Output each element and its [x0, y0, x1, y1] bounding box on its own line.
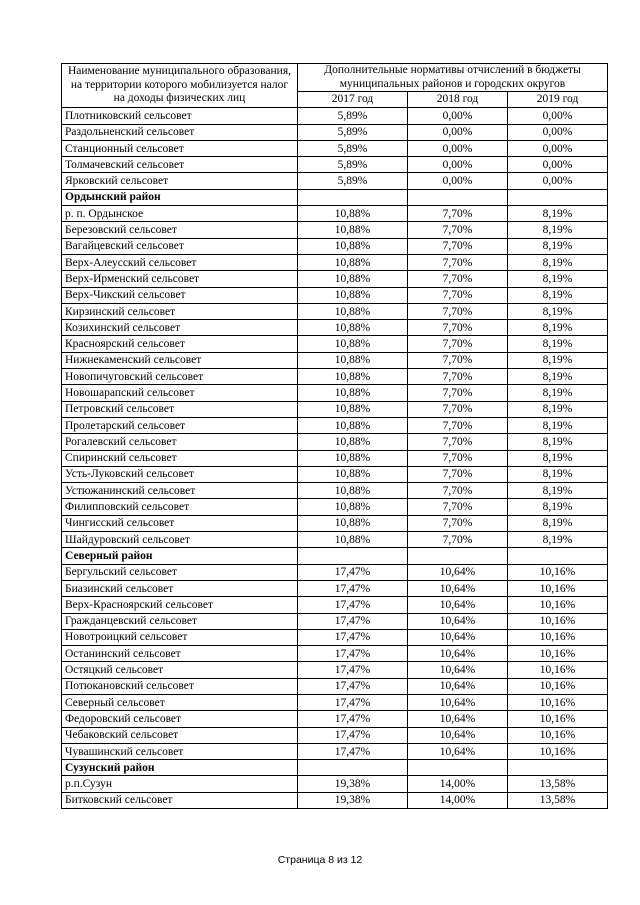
- cell-name: Спиринский сельсовет: [62, 450, 298, 466]
- district-header-row: [62, 548, 608, 564]
- cell-name: Чингисский сельсовет: [62, 515, 298, 531]
- cell-2018: 0,00%: [408, 140, 508, 156]
- cell-2018: 7,70%: [408, 434, 508, 450]
- cell-2017: [298, 189, 408, 205]
- cell-2019: 8,19%: [508, 287, 608, 303]
- cell-name: Петровский сельсовет: [62, 401, 298, 417]
- cell-name: р. п. Ордынское: [62, 206, 298, 222]
- cell-2017: 17,47%: [298, 646, 408, 662]
- cell-2017: 10,88%: [298, 515, 408, 531]
- cell-2017: [298, 760, 408, 776]
- cell-2018: 10,64%: [408, 678, 508, 694]
- cell-name: Филипповский сельсовет: [62, 499, 298, 515]
- table-row: [62, 222, 608, 238]
- cell-2019: 8,19%: [508, 466, 608, 482]
- cell-2019: 0,00%: [508, 108, 608, 124]
- cell-2019: 10,16%: [508, 613, 608, 629]
- table-row: [62, 580, 608, 596]
- cell-2017: 10,88%: [298, 532, 408, 548]
- cell-2019: 8,19%: [508, 303, 608, 319]
- cell-2019: 8,19%: [508, 206, 608, 222]
- table-row: [62, 124, 608, 140]
- cell-name: Новотроицкий сельсовет: [62, 629, 298, 645]
- header-year-2019: 2019 год: [508, 92, 608, 108]
- cell-2018: 7,70%: [408, 303, 508, 319]
- cell-name: Козихинский сельсовет: [62, 320, 298, 336]
- cell-name: Гражданцевский сельсовет: [62, 613, 298, 629]
- cell-2017: 10,88%: [298, 466, 408, 482]
- table-row: [62, 662, 608, 678]
- cell-2017: 17,47%: [298, 613, 408, 629]
- table-row: [62, 499, 608, 515]
- cell-name: Остяцкий сельсовет: [62, 662, 298, 678]
- cell-2017: 17,47%: [298, 597, 408, 613]
- cell-2018: 7,70%: [408, 238, 508, 254]
- cell-name: Верх-Алеусский сельсовет: [62, 254, 298, 270]
- cell-2017: 17,47%: [298, 727, 408, 743]
- header-name-column: Наименование муниципального образования, на территории которого мобилизуется налог на доходы физических лиц: [62, 64, 298, 108]
- district-header-row: [62, 760, 608, 776]
- table-row: [62, 483, 608, 499]
- cell-2019: 13,58%: [508, 792, 608, 808]
- cell-2018: 7,70%: [408, 515, 508, 531]
- cell-2017: 17,47%: [298, 662, 408, 678]
- cell-2018: 10,64%: [408, 646, 508, 662]
- cell-2019: 8,19%: [508, 434, 608, 450]
- cell-2017: 10,88%: [298, 206, 408, 222]
- table-row: [62, 711, 608, 727]
- cell-name: Останинский сельсовет: [62, 646, 298, 662]
- cell-name: Ярковский сельсовет: [62, 173, 298, 189]
- cell-name: Северный сельсовет: [62, 694, 298, 710]
- table-row: [62, 320, 608, 336]
- cell-2018: 10,64%: [408, 629, 508, 645]
- cell-2017: 10,88%: [298, 320, 408, 336]
- cell-name: Сузунский район: [62, 760, 298, 776]
- table-row: [62, 727, 608, 743]
- table-row: [62, 254, 608, 270]
- table-row: [62, 303, 608, 319]
- cell-2017: 10,88%: [298, 417, 408, 433]
- cell-name: Устюжанинский сельсовет: [62, 483, 298, 499]
- header-year-2018: 2018 год: [408, 92, 508, 108]
- cell-2019: 10,16%: [508, 678, 608, 694]
- cell-2018: 7,70%: [408, 320, 508, 336]
- cell-2017: 5,89%: [298, 140, 408, 156]
- cell-2018: 7,70%: [408, 401, 508, 417]
- cell-2017: 5,89%: [298, 108, 408, 124]
- table-row: [62, 108, 608, 124]
- cell-2017: 10,88%: [298, 450, 408, 466]
- cell-2018: 0,00%: [408, 124, 508, 140]
- table-row: [62, 466, 608, 482]
- cell-name: Березовский сельсовет: [62, 222, 298, 238]
- cell-name: Рогалевский сельсовет: [62, 434, 298, 450]
- cell-2019: 8,19%: [508, 401, 608, 417]
- cell-2018: 10,64%: [408, 613, 508, 629]
- cell-2017: 17,47%: [298, 711, 408, 727]
- cell-name: Северный район: [62, 548, 298, 564]
- cell-2018: 7,70%: [408, 352, 508, 368]
- cell-2017: 19,38%: [298, 792, 408, 808]
- table-row: [62, 401, 608, 417]
- district-header-row: [62, 189, 608, 205]
- cell-2019: 10,16%: [508, 694, 608, 710]
- cell-2018: 14,00%: [408, 792, 508, 808]
- cell-2019: [508, 548, 608, 564]
- cell-2017: 5,89%: [298, 157, 408, 173]
- cell-2018: 10,64%: [408, 564, 508, 580]
- cell-2019: 0,00%: [508, 140, 608, 156]
- cell-2019: 8,19%: [508, 369, 608, 385]
- cell-name: Битковский сельсовет: [62, 792, 298, 808]
- cell-2019: 0,00%: [508, 157, 608, 173]
- table-row: [62, 417, 608, 433]
- cell-name: Новопичуговский сельсовет: [62, 369, 298, 385]
- table-row: [62, 776, 608, 792]
- cell-name: Биазинский сельсовет: [62, 580, 298, 596]
- cell-2018: 10,64%: [408, 662, 508, 678]
- table-row: [62, 352, 608, 368]
- cell-2018: 0,00%: [408, 157, 508, 173]
- cell-2019: 8,19%: [508, 271, 608, 287]
- cell-2019: 8,19%: [508, 499, 608, 515]
- cell-2019: 8,19%: [508, 532, 608, 548]
- cell-name: Чувашинский сельсовет: [62, 743, 298, 759]
- cell-name: Верх-Ирменский сельсовет: [62, 271, 298, 287]
- cell-2017: 10,88%: [298, 499, 408, 515]
- cell-2018: 7,70%: [408, 417, 508, 433]
- cell-2018: 7,70%: [408, 466, 508, 482]
- cell-2019: 10,16%: [508, 597, 608, 613]
- cell-2017: 17,47%: [298, 580, 408, 596]
- cell-2017: 5,89%: [298, 173, 408, 189]
- cell-2018: 7,70%: [408, 254, 508, 270]
- cell-2017: 10,88%: [298, 385, 408, 401]
- cell-2019: [508, 189, 608, 205]
- cell-2017: 10,88%: [298, 287, 408, 303]
- table-row: [62, 678, 608, 694]
- cell-2017: 10,88%: [298, 483, 408, 499]
- cell-2017: 10,88%: [298, 254, 408, 270]
- cell-2018: 0,00%: [408, 108, 508, 124]
- cell-2019: 10,16%: [508, 564, 608, 580]
- page-number: Страница 8 из 12: [277, 854, 363, 866]
- cell-2017: 10,88%: [298, 222, 408, 238]
- cell-2019: 0,00%: [508, 124, 608, 140]
- cell-2019: 8,19%: [508, 417, 608, 433]
- cell-2018: 7,70%: [408, 206, 508, 222]
- table-row: [62, 613, 608, 629]
- cell-2017: 17,47%: [298, 678, 408, 694]
- cell-2019: 13,58%: [508, 776, 608, 792]
- cell-2018: [408, 760, 508, 776]
- table-row: [62, 369, 608, 385]
- cell-name: Кирзинский сельсовет: [62, 303, 298, 319]
- table-row: [62, 173, 608, 189]
- cell-2017: 17,47%: [298, 564, 408, 580]
- cell-2019: 8,19%: [508, 515, 608, 531]
- table-row: [62, 157, 608, 173]
- table-row: [62, 434, 608, 450]
- cell-name: Пролетарский сельсовет: [62, 417, 298, 433]
- cell-2019: 8,19%: [508, 238, 608, 254]
- cell-2019: 8,19%: [508, 385, 608, 401]
- cell-2018: 7,70%: [408, 499, 508, 515]
- cell-2018: 14,00%: [408, 776, 508, 792]
- cell-2019: 8,19%: [508, 320, 608, 336]
- cell-2018: 10,64%: [408, 597, 508, 613]
- cell-2017: 17,47%: [298, 694, 408, 710]
- cell-2017: 17,47%: [298, 743, 408, 759]
- allocation-table: [61, 63, 608, 809]
- cell-2018: 7,70%: [408, 336, 508, 352]
- cell-2019: 10,16%: [508, 662, 608, 678]
- cell-2019: 8,19%: [508, 450, 608, 466]
- cell-name: Потюкановский сельсовет: [62, 678, 298, 694]
- cell-name: Ордынский район: [62, 189, 298, 205]
- cell-2019: 8,19%: [508, 336, 608, 352]
- table-row: [62, 564, 608, 580]
- cell-name: Бергульский сельсовет: [62, 564, 298, 580]
- table-row: [62, 140, 608, 156]
- cell-2018: [408, 548, 508, 564]
- cell-name: Верх-Чикский сельсовет: [62, 287, 298, 303]
- cell-name: Раздольненский сельсовет: [62, 124, 298, 140]
- cell-name: Федоровский сельсовет: [62, 711, 298, 727]
- cell-2017: 5,89%: [298, 124, 408, 140]
- cell-2019: 10,16%: [508, 743, 608, 759]
- cell-name: Новошарапский сельсовет: [62, 385, 298, 401]
- cell-2018: 7,70%: [408, 450, 508, 466]
- cell-2018: 7,70%: [408, 532, 508, 548]
- cell-2018: 7,70%: [408, 483, 508, 499]
- table-row: [62, 238, 608, 254]
- header-year-2017: 2017 год: [298, 92, 408, 108]
- table-row: [62, 271, 608, 287]
- cell-2017: 10,88%: [298, 336, 408, 352]
- table-row: [62, 694, 608, 710]
- cell-2019: 10,16%: [508, 727, 608, 743]
- table-row: [62, 532, 608, 548]
- table-row: [62, 287, 608, 303]
- cell-2018: 10,64%: [408, 727, 508, 743]
- cell-name: Нижнекаменский сельсовет: [62, 352, 298, 368]
- table-row: [62, 743, 608, 759]
- cell-2019: 8,19%: [508, 222, 608, 238]
- table-row: [62, 515, 608, 531]
- table-row: [62, 450, 608, 466]
- cell-name: Чебаковский сельсовет: [62, 727, 298, 743]
- cell-2018: [408, 189, 508, 205]
- cell-2018: 7,70%: [408, 287, 508, 303]
- cell-2019: 10,16%: [508, 629, 608, 645]
- table-row: [62, 792, 608, 808]
- table-row: [62, 385, 608, 401]
- cell-name: Толмачевский сельсовет: [62, 157, 298, 173]
- cell-2018: 7,70%: [408, 271, 508, 287]
- cell-2017: 17,47%: [298, 629, 408, 645]
- cell-2019: 8,19%: [508, 254, 608, 270]
- cell-2018: 7,70%: [408, 385, 508, 401]
- cell-2019: 8,19%: [508, 483, 608, 499]
- cell-name: Шайдуровский сельсовет: [62, 532, 298, 548]
- table-row: [62, 629, 608, 645]
- table-row: [62, 646, 608, 662]
- cell-2017: 10,88%: [298, 434, 408, 450]
- table-row: [62, 336, 608, 352]
- cell-2017: 10,88%: [298, 303, 408, 319]
- cell-2017: [298, 548, 408, 564]
- cell-2018: 0,00%: [408, 173, 508, 189]
- header-group-column: Дополнительные нормативы отчислений в бюджеты муниципальных районов и городских округов: [298, 64, 608, 92]
- cell-2018: 10,64%: [408, 711, 508, 727]
- cell-2019: 0,00%: [508, 173, 608, 189]
- table-row: [62, 597, 608, 613]
- cell-2018: 7,70%: [408, 222, 508, 238]
- cell-2019: 10,16%: [508, 646, 608, 662]
- cell-2017: 10,88%: [298, 352, 408, 368]
- cell-name: Станционный сельсовет: [62, 140, 298, 156]
- cell-2017: 10,88%: [298, 271, 408, 287]
- cell-name: Верх-Красноярский сельсовет: [62, 597, 298, 613]
- cell-2017: 19,38%: [298, 776, 408, 792]
- cell-name: р.п.Сузун: [62, 776, 298, 792]
- cell-name: Плотниковский сельсовет: [62, 108, 298, 124]
- cell-2019: [508, 760, 608, 776]
- cell-name: Красноярский сельсовет: [62, 336, 298, 352]
- cell-2018: 10,64%: [408, 694, 508, 710]
- table-body: [62, 108, 608, 809]
- table-row: [62, 206, 608, 222]
- cell-2018: 10,64%: [408, 743, 508, 759]
- cell-2017: 10,88%: [298, 369, 408, 385]
- cell-2019: 10,16%: [508, 580, 608, 596]
- cell-name: Вагайцевский сельсовет: [62, 238, 298, 254]
- cell-2018: 10,64%: [408, 580, 508, 596]
- cell-2018: 7,70%: [408, 369, 508, 385]
- cell-name: Усть-Луковский сельсовет: [62, 466, 298, 482]
- cell-2017: 10,88%: [298, 401, 408, 417]
- cell-2019: 8,19%: [508, 352, 608, 368]
- cell-2017: 10,88%: [298, 238, 408, 254]
- cell-2019: 10,16%: [508, 711, 608, 727]
